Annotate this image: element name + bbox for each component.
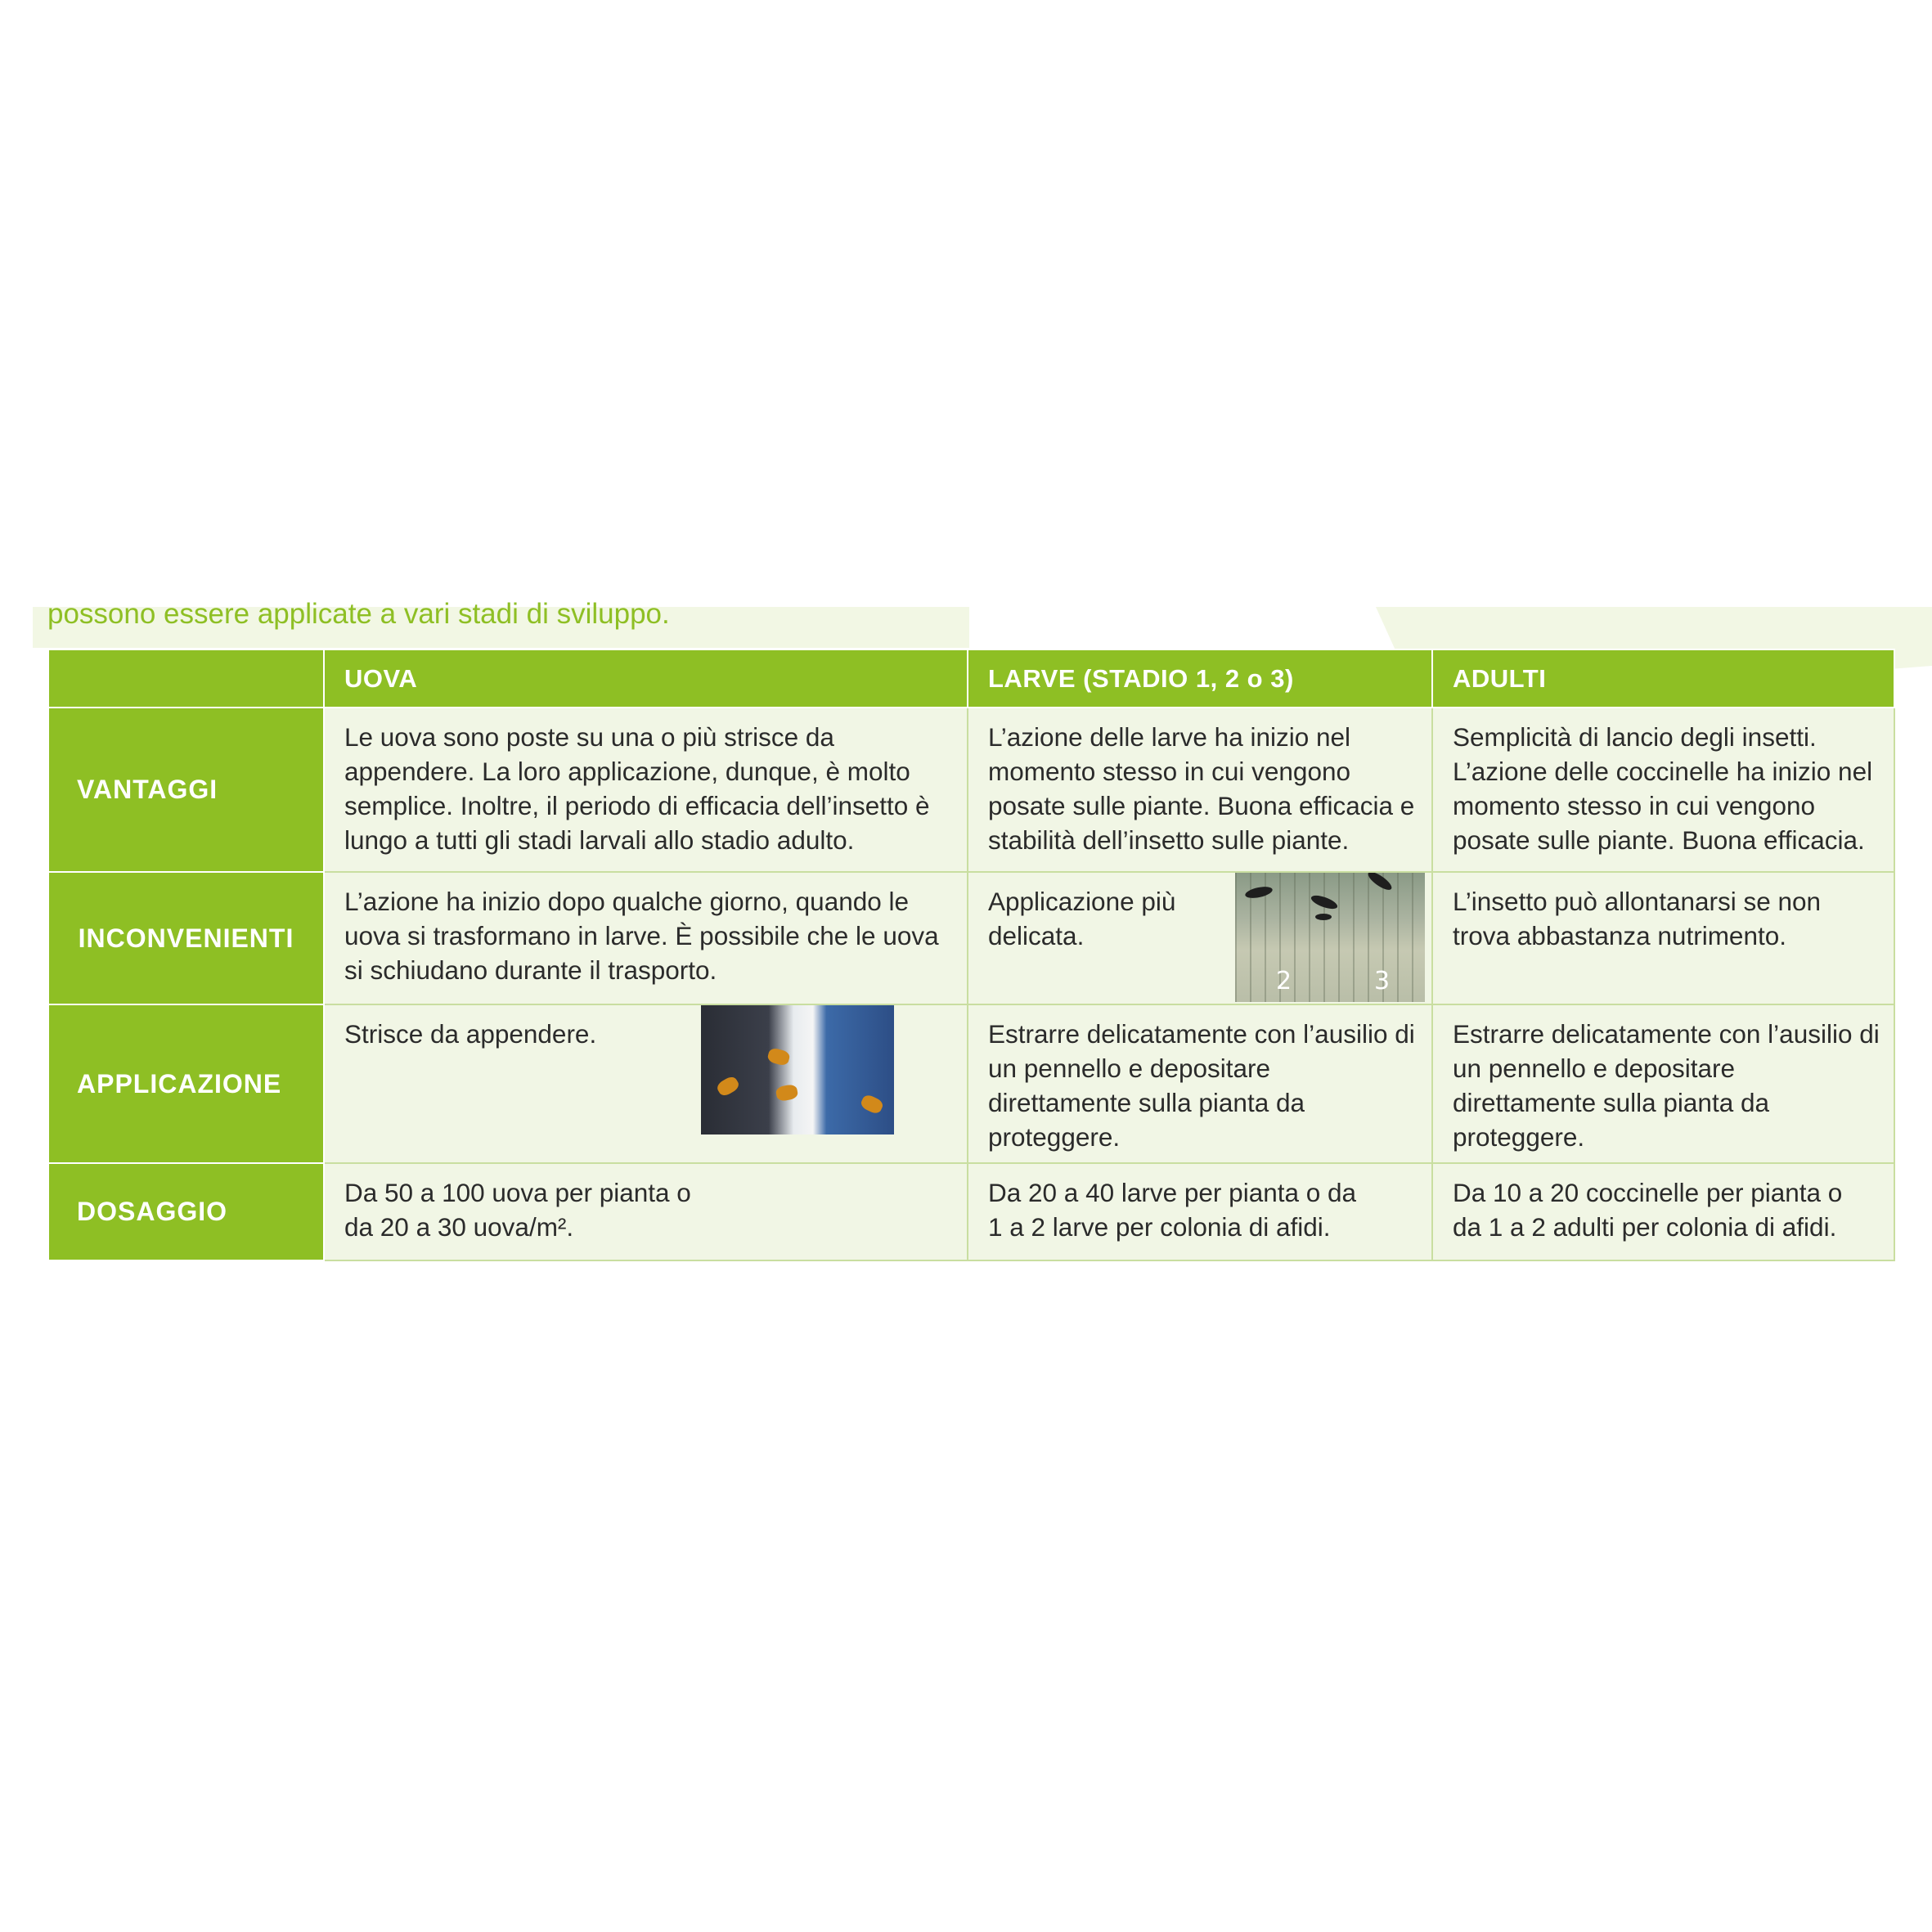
ruler-number: 3: [1374, 967, 1391, 995]
row-label-vantaggi: VANTAGGI: [49, 708, 324, 872]
cell-inconvenienti-adulti: L’insetto può allontanarsi se non trova abbastanza nutrimento.: [1432, 872, 1894, 1004]
cell-applicazione-uova-text: Strisce da appendere.: [344, 1019, 597, 1049]
cell-dosaggio-larve: [968, 1163, 1432, 1260]
header-corner: [49, 649, 324, 708]
table-header-row: [49, 649, 1894, 708]
cell-dosaggio-uova-text: Da 50 a 100 uova per pianta o da 20 a 30 uova/m².: [344, 1178, 691, 1242]
cell-applicazione-uova: [324, 1004, 968, 1163]
egg-mark: [775, 1084, 799, 1102]
row-label-inconvenienti: INCONVENIENTI: [49, 872, 324, 1004]
insect-mark: [1315, 914, 1332, 920]
egg-mark: [766, 1047, 791, 1067]
egg-mark: [715, 1075, 741, 1099]
cell-inconvenienti-larve-text: Applicazione più delicata.: [988, 887, 1176, 950]
header-adulti: ADULTI: [1432, 649, 1894, 708]
cell-dosaggio-adulti-text: Da 10 a 20 coccinelle per pianta o da 1 a 2 adulti per colonia di afidi.: [1453, 1178, 1843, 1242]
table-row-applicazione: [49, 1004, 1894, 1163]
egg-strips-photo: [701, 1005, 894, 1134]
row-label-applicazione: APPLICAZIONE: [49, 1004, 324, 1163]
header-uova: UOVA: [324, 649, 968, 708]
row-label-dosaggio: DOSAGGIO: [49, 1163, 324, 1260]
cell-vantaggi-adulti: Semplicità di lancio degli insetti. L’azione delle coccinelle ha inizio nel momento stesso in cui vengono posate sulle piante. Buona efficacia.: [1432, 708, 1894, 872]
larvae-photo: [1235, 873, 1425, 1002]
cell-dosaggio-uova: [324, 1163, 968, 1260]
cell-applicazione-larve: Estrarre delicatamente con l’ausilio di un pennello e depositare direttamente sulla pianta da proteggere.: [968, 1004, 1432, 1163]
cell-dosaggio-adulti: [1432, 1163, 1894, 1260]
table-row-inconvenienti: [49, 872, 1894, 1004]
cell-inconvenienti-uova: L’azione ha inizio dopo qualche giorno, quando le uova si trasformano in larve. È possibile che le uova si schiudano durante il trasporto.: [324, 872, 968, 1004]
egg-mark: [859, 1093, 884, 1115]
cell-inconvenienti-larve: [968, 872, 1432, 1004]
cell-vantaggi-uova: Le uova sono poste su una o più strisce da appendere. La loro applicazione, dunque, è molto semplice. Inoltre, il periodo di efficacia dell’insetto è lungo a tutti gli stadi larvali allo stadio adulto.: [324, 708, 968, 872]
table-row-vantaggi: [49, 708, 1894, 872]
cell-applicazione-adulti: Estrarre delicatamente con l’ausilio di un pennello e depositare direttamente sulla pianta da proteggere.: [1432, 1004, 1894, 1163]
cell-vantaggi-larve: L’azione delle larve ha inizio nel momento stesso in cui vengono posate sulle piante. Buona efficacia e stabilità dell’insetto sulle piante.: [968, 708, 1432, 872]
table-row-dosaggio: [49, 1163, 1894, 1260]
insect-mark: [1244, 885, 1274, 901]
header-larve: LARVE (STADIO 1, 2 o 3): [968, 649, 1432, 708]
comparison-table: [49, 649, 1895, 1261]
intro-text: possono essere applicate a vari stadi di sviluppo.: [47, 598, 670, 630]
insect-mark: [1310, 893, 1339, 912]
insect-mark: [1366, 873, 1395, 893]
ruler-number: 2: [1276, 967, 1292, 995]
cell-dosaggio-larve-text: Da 20 a 40 larve per pianta o da 1 a 2 larve per colonia di afidi.: [988, 1178, 1357, 1242]
